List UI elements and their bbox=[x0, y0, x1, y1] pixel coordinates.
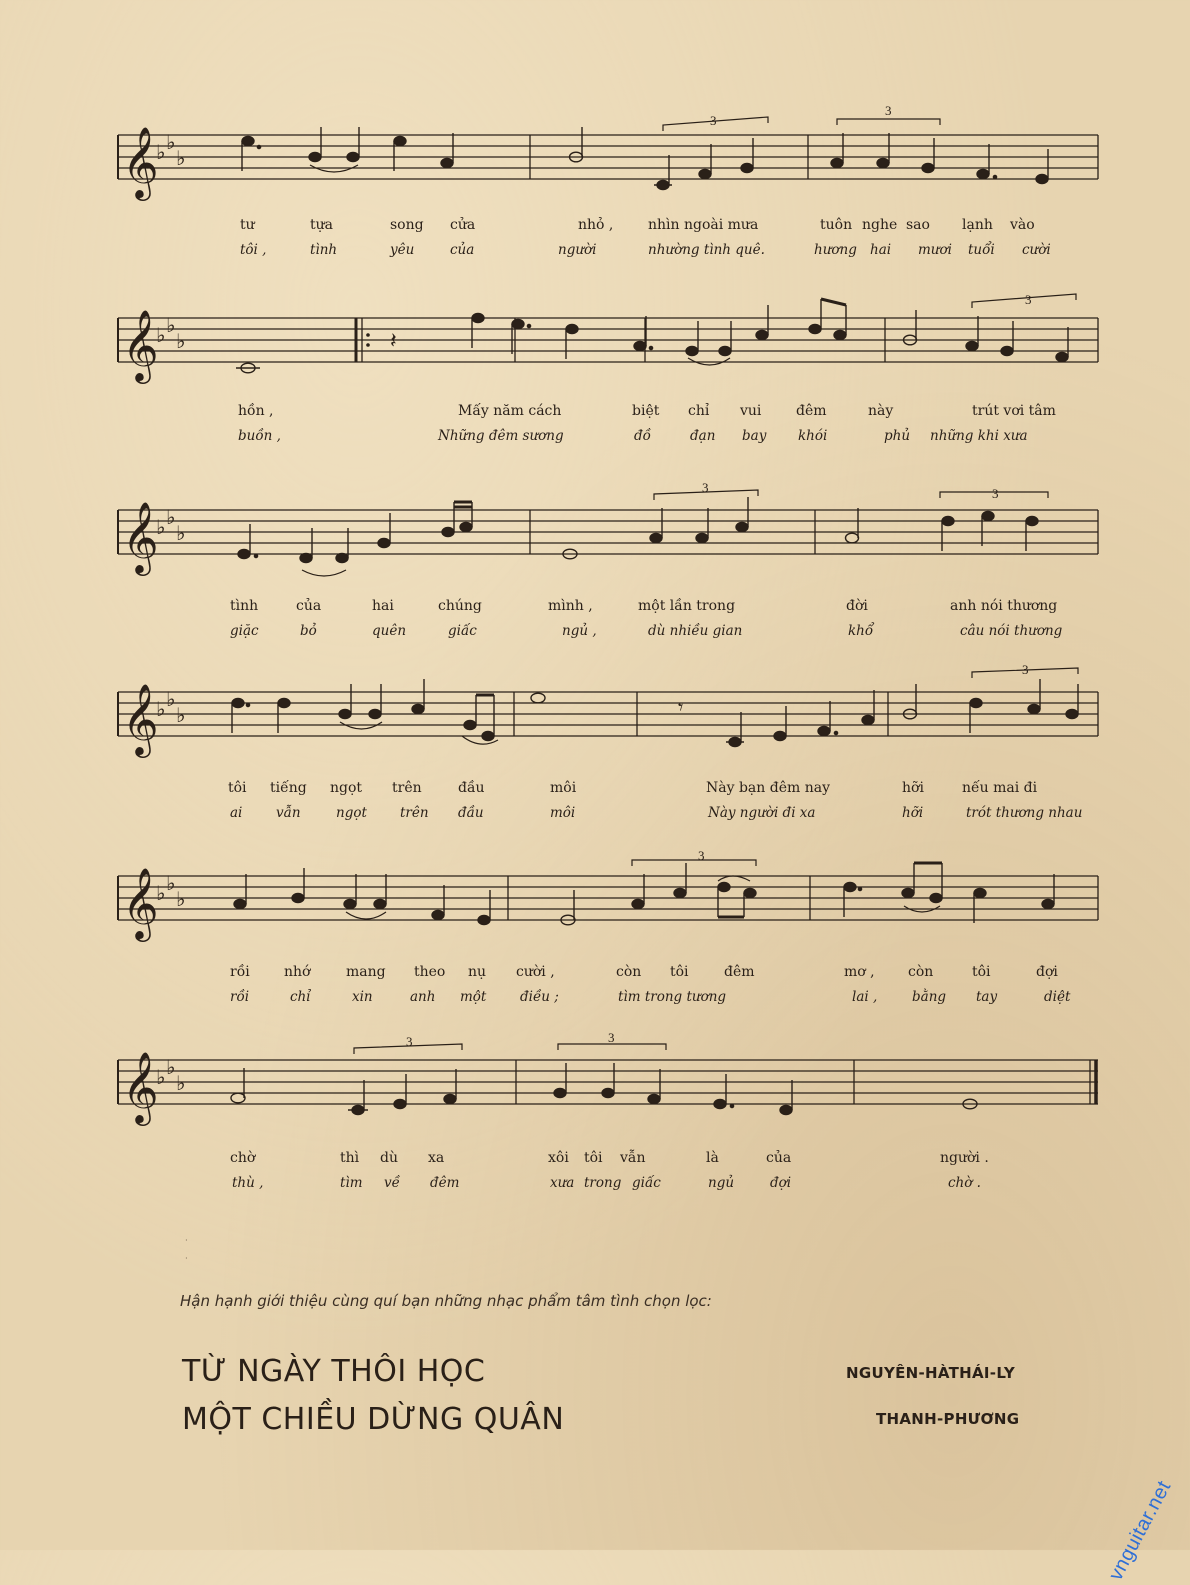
lyric-syllable: cười bbox=[1022, 242, 1051, 258]
lyric-syllable: chờ bbox=[230, 1150, 256, 1166]
svg-text:♭: ♭ bbox=[166, 1055, 176, 1079]
lyric-syllable: bay bbox=[742, 428, 767, 444]
lyric-syllable: đợi bbox=[770, 1175, 792, 1191]
lyric-syllable: chờ . bbox=[948, 1175, 981, 1191]
lyric-syllable: nhìn ngoài mưa bbox=[648, 217, 759, 233]
treble-clef-icon: 𝄞 bbox=[122, 866, 159, 939]
lyric-syllable: nếu mai đi bbox=[962, 780, 1038, 796]
staff-4 bbox=[110, 652, 1100, 772]
staff-3 bbox=[110, 470, 1100, 590]
lyric-syllable: trong bbox=[584, 1175, 622, 1191]
lyric-syllable: về bbox=[384, 1175, 400, 1191]
svg-text:♭: ♭ bbox=[156, 881, 166, 905]
lyric-syllable: vẫn bbox=[276, 805, 301, 821]
staff-2 bbox=[110, 278, 1100, 398]
lyric-syllable: ngọt bbox=[336, 805, 367, 821]
lyric-syllable: dù nhiều gian bbox=[648, 623, 743, 639]
lyric-syllable: Này người đi xa bbox=[708, 805, 816, 821]
lyric-syllable: trên bbox=[392, 780, 422, 796]
lyric-syllable: nghe bbox=[862, 217, 898, 233]
lyric-syllable: xôi bbox=[548, 1150, 569, 1166]
lyric-syllable: diệt bbox=[1044, 989, 1071, 1005]
song-title: MỘT CHIỀU DỪNG QUÂN bbox=[182, 1402, 565, 1437]
lyric-syllable: nụ bbox=[468, 964, 487, 980]
lyric-syllable: hồn , bbox=[238, 403, 274, 419]
introduction-text: Hận hạnh giới thiệu cùng quí bạn những nhạc phẩm tâm tình chọn lọc: bbox=[180, 1292, 712, 1310]
lyric-syllable: trên bbox=[400, 805, 429, 821]
lyric-syllable: sao bbox=[906, 217, 930, 233]
lyric-syllable: quên bbox=[372, 623, 407, 639]
music-system-3 bbox=[110, 470, 1100, 650]
lyric-syllable: ngủ , bbox=[562, 623, 597, 639]
lyric-syllable: tình bbox=[310, 242, 338, 258]
lyric-syllable: Mấy năm cách bbox=[458, 403, 562, 419]
treble-clef-icon: 𝄞 bbox=[122, 500, 159, 573]
lyric-syllable: anh nói thương bbox=[950, 598, 1058, 614]
lyric-syllable: nhường tình quê. bbox=[648, 242, 765, 258]
lyric-syllable: người . bbox=[940, 1150, 989, 1166]
svg-text:♭: ♭ bbox=[166, 130, 176, 154]
lyric-syllable: môi bbox=[550, 805, 576, 821]
lyric-syllable: chỉ bbox=[688, 403, 710, 419]
lyric-syllable: là bbox=[706, 1150, 719, 1166]
lyric-syllable: cửa bbox=[450, 217, 476, 233]
lyric-syllable: bỏ bbox=[300, 623, 317, 639]
triplet-label: 3 bbox=[1022, 662, 1029, 677]
lyric-syllable: chỉ bbox=[290, 989, 311, 1005]
lyric-syllable: ai bbox=[230, 805, 243, 821]
lyric-syllable: giấc bbox=[448, 623, 477, 639]
svg-text:♭: ♭ bbox=[176, 521, 186, 545]
lyric-syllable: xa bbox=[428, 1150, 445, 1166]
lyric-syllable: hai bbox=[372, 598, 394, 614]
lyric-syllable: tay bbox=[976, 989, 998, 1005]
music-system-2 bbox=[110, 278, 1100, 458]
lyric-syllable: tôi bbox=[584, 1150, 603, 1166]
lyric-syllable: thì bbox=[340, 1150, 360, 1166]
svg-text:♭: ♭ bbox=[156, 140, 166, 164]
lyric-syllable: Này bạn đêm nay bbox=[706, 780, 830, 796]
lyric-syllable: lạnh bbox=[962, 217, 993, 233]
staff-1 bbox=[110, 95, 1100, 205]
triplet-label: 3 bbox=[992, 486, 999, 501]
music-system-6 bbox=[110, 1020, 1100, 1200]
lyric-syllable: xin bbox=[352, 989, 373, 1005]
lyric-syllable: anh bbox=[410, 989, 436, 1005]
lyric-syllable: rồi bbox=[230, 989, 250, 1005]
lyric-syllable: tôi bbox=[228, 780, 247, 796]
lyric-syllable: hỡi bbox=[902, 805, 924, 821]
lyric-syllable: tôi , bbox=[240, 242, 267, 258]
lyric-syllable: mình , bbox=[548, 598, 593, 614]
lyric-syllable: vẫn bbox=[620, 1150, 646, 1166]
svg-text:♭: ♭ bbox=[176, 1071, 186, 1095]
svg-text:♭: ♭ bbox=[166, 313, 176, 337]
lyric-syllable: của bbox=[450, 242, 475, 258]
lyric-syllable: giặc bbox=[230, 623, 259, 639]
lyric-syllable: đầu bbox=[458, 805, 484, 821]
lyric-syllable: phủ bbox=[884, 428, 911, 444]
triplet-label: 3 bbox=[1025, 292, 1032, 307]
paper-speck: · · bbox=[185, 1236, 188, 1263]
treble-clef-icon: 𝄞 bbox=[122, 125, 159, 198]
lyric-syllable: tình bbox=[230, 598, 259, 614]
svg-text:♭: ♭ bbox=[166, 871, 176, 895]
svg-text:♭: ♭ bbox=[166, 687, 176, 711]
lyric-syllable: đồ bbox=[634, 428, 651, 444]
lyric-syllable: người bbox=[558, 242, 597, 258]
lyric-syllable: hai bbox=[870, 242, 892, 258]
lyric-syllable: môi bbox=[550, 780, 577, 796]
lyric-syllable: dù bbox=[380, 1150, 398, 1166]
lyric-syllable: lai , bbox=[852, 989, 878, 1005]
lyric-syllable: còn bbox=[908, 964, 934, 980]
lyric-syllable: của bbox=[296, 598, 322, 614]
lyric-syllable: thù , bbox=[232, 1175, 264, 1191]
music-system-5 bbox=[110, 836, 1100, 1016]
lyric-syllable: tìm trong tương bbox=[618, 989, 727, 1005]
lyric-syllable: tư bbox=[240, 217, 255, 233]
triplet-label: 3 bbox=[885, 103, 892, 118]
lyric-syllable: rồi bbox=[230, 964, 250, 980]
rest-icon: 𝄽 bbox=[390, 329, 397, 354]
lyric-syllable: đêm bbox=[724, 964, 755, 980]
composer-name: THANH-PHƯƠNG bbox=[876, 1410, 1020, 1428]
lyric-syllable: giấc bbox=[632, 1175, 661, 1191]
svg-text:♭: ♭ bbox=[176, 146, 186, 170]
lyric-syllable: đời bbox=[846, 598, 868, 614]
lyric-syllable: điều ; bbox=[520, 989, 559, 1005]
triplet-label: 3 bbox=[702, 480, 709, 495]
triplet-label: 3 bbox=[608, 1030, 615, 1045]
lyric-syllable: nhớ bbox=[284, 964, 311, 980]
lyric-syllable: đợi bbox=[1036, 964, 1058, 980]
treble-clef-icon: 𝄞 bbox=[122, 1050, 159, 1123]
lyric-syllable: mơ , bbox=[844, 964, 875, 980]
song-title: TỪ NGÀY THÔI HỌC bbox=[182, 1354, 486, 1389]
svg-text:♭: ♭ bbox=[156, 323, 166, 347]
lyric-syllable: tôi bbox=[670, 964, 689, 980]
svg-text:♭: ♭ bbox=[176, 703, 186, 727]
lyric-syllable: nhỏ , bbox=[578, 217, 614, 233]
triplet-label: 3 bbox=[710, 113, 717, 128]
lyric-syllable: đêm bbox=[430, 1175, 460, 1191]
lyric-syllable: ngủ bbox=[708, 1175, 735, 1191]
lyric-syllable: mươi bbox=[918, 242, 952, 258]
lyric-syllable: vui bbox=[740, 403, 762, 419]
lyric-syllable: mang bbox=[346, 964, 386, 980]
lyric-syllable: Những đêm sương bbox=[438, 428, 564, 444]
lyric-syllable: tuổi bbox=[968, 242, 995, 258]
lyric-syllable: tôi bbox=[972, 964, 991, 980]
lyric-syllable: hương bbox=[814, 242, 857, 258]
lyric-syllable: song bbox=[390, 217, 424, 233]
lyric-syllable: tìm bbox=[340, 1175, 363, 1191]
lyric-syllable: tuôn bbox=[820, 217, 853, 233]
lyric-syllable: khổ bbox=[848, 623, 874, 639]
staff-5 bbox=[110, 836, 1100, 956]
lyric-syllable: hỡi bbox=[902, 780, 924, 796]
staff-6 bbox=[110, 1020, 1100, 1140]
lyric-syllable: tựa bbox=[310, 217, 333, 233]
treble-clef-icon: 𝄞 bbox=[122, 308, 159, 381]
music-system-4 bbox=[110, 652, 1100, 832]
lyric-syllable: khói bbox=[798, 428, 828, 444]
lyric-syllable: xưa bbox=[550, 1175, 575, 1191]
lyric-syllable: câu nói thương bbox=[960, 623, 1063, 639]
lyric-syllable: trút vơi tâm bbox=[972, 403, 1056, 419]
svg-text:♭: ♭ bbox=[176, 329, 186, 353]
lyric-syllable: còn bbox=[616, 964, 642, 980]
rest-icon: 𝄾 bbox=[678, 695, 684, 719]
lyric-syllable: một lần trong bbox=[638, 598, 736, 614]
svg-text:♭: ♭ bbox=[156, 697, 166, 721]
lyric-syllable: vào bbox=[1010, 217, 1035, 233]
lyric-syllable: đêm bbox=[796, 403, 827, 419]
lyric-syllable: đầu bbox=[458, 780, 485, 796]
lyric-syllable: biệt bbox=[632, 403, 660, 419]
lyric-syllable: của bbox=[766, 1150, 792, 1166]
lyric-syllable: cười , bbox=[516, 964, 555, 980]
lyric-syllable: tiếng bbox=[270, 780, 307, 796]
svg-text:♭: ♭ bbox=[156, 515, 166, 539]
lyric-syllable: bằng bbox=[912, 989, 947, 1005]
lyric-syllable: đạn bbox=[690, 428, 716, 444]
composer-name: NGUYÊN-HÀTHÁI-LY bbox=[846, 1364, 1016, 1382]
lyric-syllable: trót thương nhau bbox=[966, 805, 1083, 821]
lyric-syllable: những khi xưa bbox=[930, 428, 1028, 444]
lyric-syllable: yêu bbox=[390, 242, 415, 258]
site-watermark: vnguitar.net bbox=[1104, 1477, 1176, 1585]
lyric-syllable: ngọt bbox=[330, 780, 363, 796]
svg-text:♭: ♭ bbox=[176, 887, 186, 911]
lyric-syllable: này bbox=[868, 403, 894, 419]
lyric-syllable: buồn , bbox=[238, 428, 281, 444]
lyric-syllable: một bbox=[460, 989, 487, 1005]
lyric-syllable: theo bbox=[414, 964, 446, 980]
svg-text:♭: ♭ bbox=[166, 505, 176, 529]
music-system-1 bbox=[110, 95, 1100, 265]
lyric-syllable: chúng bbox=[438, 598, 482, 614]
svg-text:♭: ♭ bbox=[156, 1065, 166, 1089]
triplet-label: 3 bbox=[406, 1034, 413, 1049]
triplet-label: 3 bbox=[698, 848, 705, 863]
treble-clef-icon: 𝄞 bbox=[122, 682, 159, 755]
